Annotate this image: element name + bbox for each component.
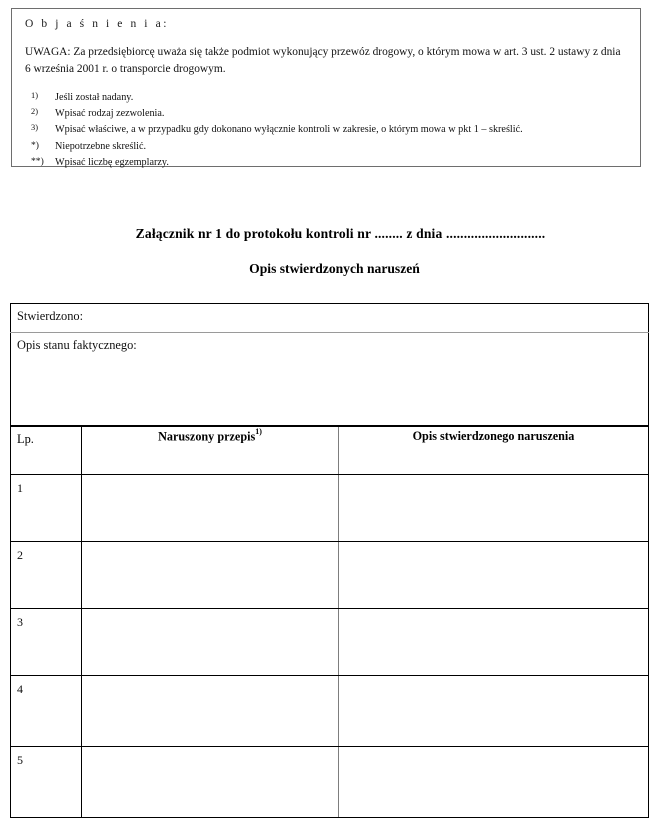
row-opis-cell[interactable] — [339, 609, 649, 676]
explanations-title: O b j a ś n i e n i a: — [25, 18, 170, 30]
row-number: 3 — [17, 615, 23, 629]
row-przepis-value — [82, 747, 338, 752]
row-number-cell — [11, 475, 82, 542]
table-row — [11, 475, 649, 542]
row-opis-value — [339, 747, 648, 752]
column-header-lp-label: Lp. — [17, 432, 34, 446]
row-opis-value — [339, 475, 648, 480]
column-header-naruszony-przepis-label: Naruszony przepis — [158, 429, 256, 444]
table-header-row — [11, 426, 649, 475]
row-przepis-cell[interactable] — [82, 475, 339, 542]
footnote-marker: 1) — [31, 91, 38, 100]
row-number: 5 — [17, 753, 23, 767]
row-przepis-value — [82, 609, 338, 614]
list-item — [25, 155, 627, 171]
row-opis-cell[interactable] — [339, 747, 649, 818]
row-opis-value — [339, 609, 648, 614]
row-number: 2 — [17, 548, 23, 562]
table-row — [11, 747, 649, 818]
row-number-cell — [11, 747, 82, 818]
footnote-text: Niepotrzebne skreślić. — [55, 140, 147, 152]
row-przepis-cell[interactable] — [82, 609, 339, 676]
list-item — [25, 90, 627, 106]
violations-table — [10, 303, 649, 818]
table-row — [11, 542, 649, 609]
stwierdzono-label: Stwierdzono: — [17, 309, 84, 323]
footnote-text: Wpisać rodzaj zezwolenia. — [55, 108, 165, 120]
opis-stanu-cell[interactable] — [11, 333, 649, 427]
footnote-text: Wpisać liczbę egzemplarzy. — [55, 156, 169, 168]
footnote-text: Wpisać właściwe, a w przypadku gdy dokonano wyłącznie kontroli w zakresie, o którym mowa w pkt 1 – skreślić. — [55, 124, 523, 136]
row-number: 4 — [17, 682, 23, 696]
list-item — [25, 106, 627, 122]
attachment-heading: Załącznik nr 1 do protokołu kontroli nr ........ z dnia ............................ — [135, 226, 546, 241]
row-przepis-value — [82, 475, 338, 480]
table-row-stwierdzono — [11, 304, 649, 333]
row-przepis-cell[interactable] — [82, 676, 339, 747]
stwierdzono-cell[interactable] — [11, 304, 649, 333]
row-opis-value — [339, 676, 648, 681]
row-przepis-cell[interactable] — [82, 542, 339, 609]
row-przepis-cell[interactable] — [82, 747, 339, 818]
row-number-cell — [11, 676, 82, 747]
opis-stanu-label: Opis stanu faktycznego: — [17, 338, 137, 352]
page-title: Opis stwierdzonych naruszeń — [249, 261, 420, 276]
row-opis-cell[interactable] — [339, 475, 649, 542]
row-opis-cell[interactable] — [339, 542, 649, 609]
footnote-marker: 3) — [31, 123, 38, 133]
footnote-text: Jeśli został nadany. — [55, 92, 134, 103]
row-number: 1 — [17, 481, 23, 495]
row-opis-value — [339, 542, 648, 547]
row-number-cell — [11, 609, 82, 676]
column-header-opis-naruszenia — [339, 426, 649, 475]
column-header-footnote-ref: 1) — [255, 427, 262, 436]
table-row — [11, 609, 649, 676]
footnote-marker: **) — [31, 155, 44, 167]
footnote-marker: *) — [31, 139, 39, 151]
explanations-box — [11, 8, 641, 167]
document-headings — [0, 226, 659, 277]
list-item — [25, 122, 627, 138]
column-header-lp — [11, 426, 82, 475]
table-row-opis-stanu — [11, 333, 649, 427]
footnote-marker: 2) — [31, 107, 38, 117]
row-przepis-value — [82, 676, 338, 681]
column-header-opis-naruszenia-label: Opis stwierdzonego naruszenia — [412, 429, 575, 443]
table-row — [11, 676, 649, 747]
row-opis-cell[interactable] — [339, 676, 649, 747]
row-przepis-value — [82, 542, 338, 547]
column-header-naruszony-przepis — [82, 426, 339, 475]
row-number-cell — [11, 542, 82, 609]
list-item — [25, 139, 627, 155]
footnote-list — [25, 90, 627, 171]
uwaga-paragraph: UWAGA: Za przedsiębiorcę uważa się także podmiot wykonujący przewóz drogowy, o którym mowa w art. 3 ust. 2 ustawy z dnia 6 września 2001 r. o transporcie drogowym. — [25, 46, 621, 75]
